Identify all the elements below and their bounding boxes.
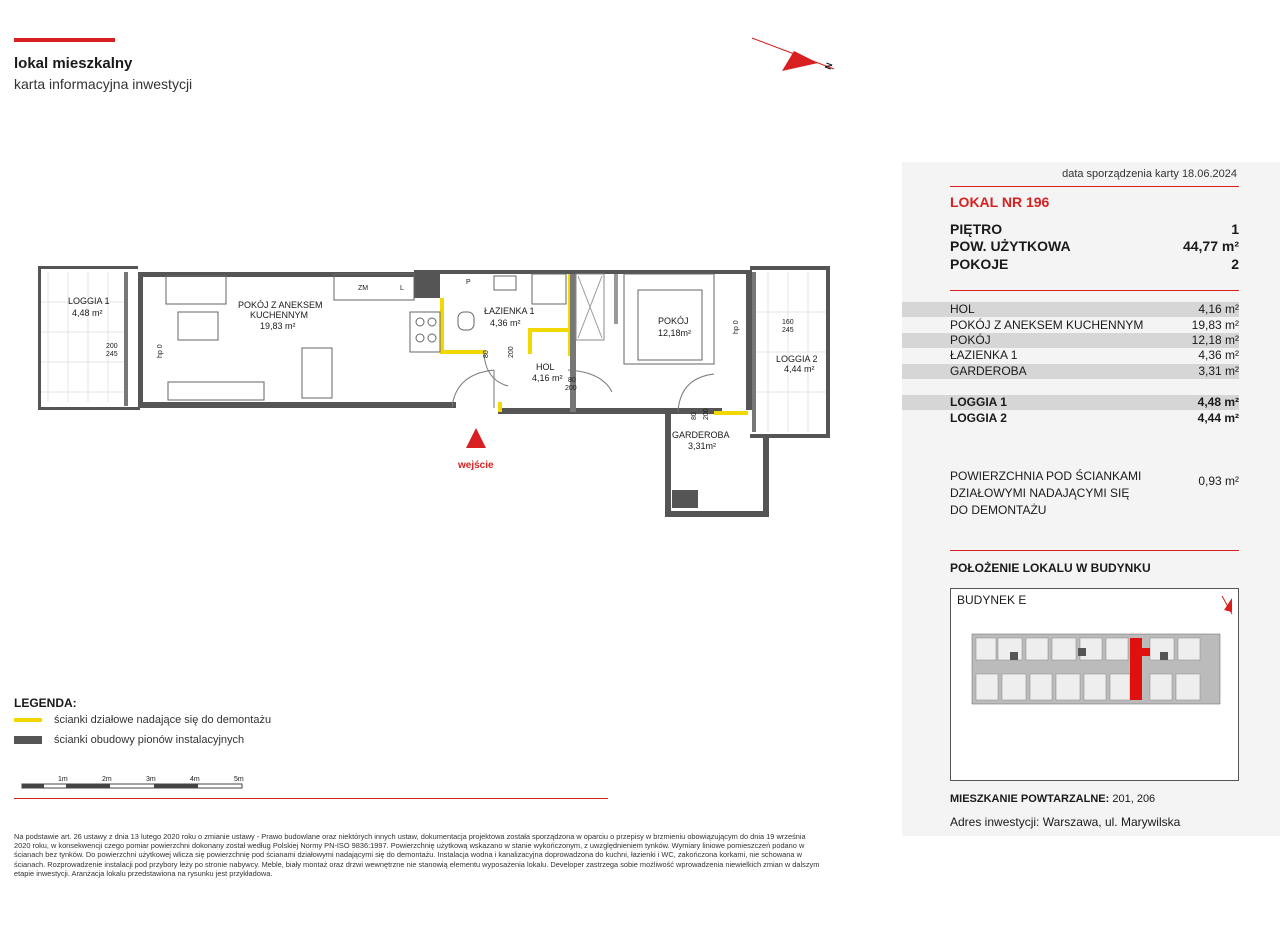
room-row-label: ŁAZIENKA 1 bbox=[950, 348, 1018, 362]
door-bath-height: 200 bbox=[508, 346, 515, 358]
door-hol-height: 200 bbox=[565, 385, 577, 392]
scale-tick: 5m bbox=[234, 776, 244, 783]
scale-tick: 3m bbox=[146, 776, 156, 783]
fixture-washer: L bbox=[400, 285, 404, 292]
scale-tick: 2m bbox=[102, 776, 112, 783]
walls-value: 0,93 m² bbox=[1198, 474, 1239, 488]
room-row-value: 4,36 m² bbox=[1198, 348, 1239, 362]
room-loggia2-area: 4,44 m² bbox=[784, 364, 815, 374]
legend-item-installation bbox=[14, 734, 244, 746]
repeat-label: MIESZKANIE POWTARZALNE: bbox=[950, 793, 1110, 805]
summary-row-rooms bbox=[950, 256, 1239, 272]
room-wardrobe-area: 3,31m² bbox=[688, 441, 717, 451]
legend-label: ścianki działowe nadające się do demontażu bbox=[54, 714, 272, 726]
room-loggia1-area: 4,48 m² bbox=[72, 308, 103, 318]
legend-label: ścianki obudowy pionów instalacyjnych bbox=[54, 734, 245, 746]
room-row-loggia1 bbox=[902, 395, 1239, 410]
room-row-label: LOGGIA 1 bbox=[950, 395, 1007, 409]
page-subtitle: karta informacyjna inwestycji bbox=[14, 76, 193, 92]
door-loggia1-hp: hp 0 bbox=[157, 344, 164, 358]
card-date: data sporządzenia karty 18.06.2024 bbox=[1062, 168, 1237, 180]
door-hol-width: 80 bbox=[568, 377, 576, 384]
lokal-title: LOKAL NR 196 bbox=[950, 194, 1050, 210]
walls-label bbox=[950, 468, 1150, 519]
summary-value: 2 bbox=[1231, 256, 1239, 272]
room-wardrobe-name: GARDEROBA bbox=[672, 430, 730, 440]
fixture-p: P bbox=[466, 279, 471, 286]
fixture-fridge: ZM bbox=[358, 285, 369, 292]
header-accent-bar bbox=[14, 38, 115, 42]
walls-label-line: POWIERZCHNIA POD ŚCIANKAMI bbox=[950, 469, 1142, 483]
compass-north-icon bbox=[748, 33, 840, 79]
location-title: POŁOŻENIE LOKALU W BUDYNKU bbox=[950, 561, 1151, 575]
address-value: Warszawa, ul. Marywilska bbox=[1042, 815, 1181, 829]
room-row-value: 4,48 m² bbox=[1197, 395, 1239, 409]
door-loggia2-width: 160 bbox=[782, 319, 794, 326]
scale-tick: 4m bbox=[190, 776, 200, 783]
room-row-label: LOGGIA 2 bbox=[950, 411, 1007, 425]
room-living-name-1: POKÓJ Z ANEKSEM bbox=[238, 300, 323, 310]
room-row-value: 12,18 m² bbox=[1191, 333, 1239, 347]
room-row-wardrobe bbox=[902, 364, 1239, 379]
door-bath-width: 80 bbox=[483, 350, 490, 358]
building-plan-image bbox=[960, 590, 1236, 720]
repeat-value: 201, 206 bbox=[1112, 793, 1156, 805]
room-row-label: POKÓJ Z ANEKSEM KUCHENNYM bbox=[950, 318, 1144, 332]
room-row-value: 19,83 m² bbox=[1191, 318, 1239, 332]
room-bath-area: 4,36 m² bbox=[490, 318, 521, 328]
summary-value: 44,77 m² bbox=[1182, 238, 1239, 254]
door-wardrobe-height: 200 bbox=[703, 408, 710, 420]
door-wardrobe-width: 80 bbox=[691, 412, 698, 420]
building-label: BUDYNEK E bbox=[957, 593, 1027, 607]
panel-divider bbox=[950, 186, 1239, 187]
scale-tick: 1m bbox=[58, 776, 68, 783]
summary-value: 1 bbox=[1231, 221, 1239, 237]
investment-address bbox=[950, 815, 1180, 829]
repeat-apartments bbox=[950, 793, 1155, 805]
room-living-name-2: KUCHENNYM bbox=[250, 310, 309, 320]
summary-label: POKOJE bbox=[950, 256, 1009, 272]
building-compass-icon bbox=[1224, 598, 1232, 612]
panel-divider bbox=[950, 550, 1239, 551]
room-row-label: POKÓJ bbox=[950, 333, 991, 347]
room-bath-name: ŁAZIENKA 1 bbox=[484, 306, 535, 316]
legend-item-demolition bbox=[14, 714, 271, 726]
room-row-value: 4,44 m² bbox=[1197, 411, 1239, 425]
room-row-value: 4,16 m² bbox=[1198, 302, 1239, 316]
room-row-hol bbox=[902, 302, 1239, 317]
legend-swatch-yellow bbox=[14, 718, 42, 722]
door-loggia1-height: 245 bbox=[106, 351, 118, 358]
page-title: lokal mieszkalny bbox=[14, 55, 133, 72]
footer-divider bbox=[14, 798, 608, 799]
room-living-area: 19,83 m² bbox=[260, 321, 296, 331]
room-row-loggia2 bbox=[902, 411, 1239, 426]
room-bedroom-name: POKÓJ bbox=[658, 316, 689, 326]
room-bedroom-area: 12,18m² bbox=[658, 328, 692, 338]
disclaimer-text: Na podstawie art. 26 ustawy z dnia 13 lutego 2020 roku o zmianie ustawy - Prawo budowlane oraz niektórych innych ustaw, dokumentacja projektowa została sporządzona w oparciu o przepisy w brzmieniu obowiązującym do dnia 19 września 2020 roku, w konsekwencji czego pomiar powierzchni dokonany został według Polskiej Normy PN-ISO 9836:1997. Powierzchnię użytkową wskazano w stanie wykończonym, z uwzględnieniem tynków. Wymiary liniowe pomieszczeń podano w ścianach bez tynków. Do powierzchni użytkowej wlicza się powierzchnię pod ścianami działowymi nadającymi się do demontażu. Instalacja wodna i kanalizacyjna doprowadzona do kuchni, łazienki i WC, zakończona korkami, nie schowana w ścianach. Rozprowadzenie instalacji pod przybory leży po stronie nabywcy. Meble, biały montaż oraz drzwi wewnętrzne nie stanowią elementu wyposażenia lokalu. Developer zastrzega sobie możliwość wprowadzenia niewielkich zmian w dalszym etapie inwestycji. Aranżacja lokalu przedstawiona na rysunku jest przykładowa. bbox=[14, 832, 820, 878]
door-loggia2-hp: hp 0 bbox=[733, 320, 740, 334]
room-loggia2-name: LOGGIA 2 bbox=[776, 354, 818, 364]
legend-title: LEGENDA: bbox=[14, 696, 77, 710]
entrance-arrow-icon bbox=[466, 428, 486, 448]
room-row-bathroom bbox=[902, 348, 1239, 363]
panel-divider bbox=[950, 290, 1239, 291]
door-loggia2-height: 245 bbox=[782, 327, 794, 334]
room-loggia1-name: LOGGIA 1 bbox=[68, 296, 110, 306]
room-hol-name: HOL bbox=[536, 362, 555, 372]
room-row-label: GARDEROBA bbox=[950, 364, 1027, 378]
summary-label: PIĘTRO bbox=[950, 221, 1003, 237]
floor-plan bbox=[38, 262, 838, 522]
walls-label-line: DO DEMONTAŻU bbox=[950, 503, 1047, 517]
summary-label: POW. UŻYTKOWA bbox=[950, 238, 1071, 254]
entrance-label: wejście bbox=[458, 460, 494, 471]
room-row-bedroom bbox=[902, 333, 1239, 348]
door-loggia1-width: 200 bbox=[106, 343, 118, 350]
scale-bar bbox=[20, 772, 250, 794]
room-row-value: 3,31 m² bbox=[1198, 364, 1239, 378]
room-hol-area: 4,16 m² bbox=[532, 373, 563, 383]
legend-swatch-gray bbox=[14, 736, 42, 744]
summary-row-floor bbox=[950, 221, 1239, 237]
room-row-label: HOL bbox=[950, 302, 975, 316]
walls-label-line: DZIAŁOWYMI NADAJĄCYMI SIĘ bbox=[950, 486, 1130, 500]
compass-label: N bbox=[822, 61, 835, 71]
room-row-living bbox=[902, 318, 1239, 333]
summary-row-area bbox=[950, 238, 1239, 254]
address-label: Adres inwestycji: bbox=[950, 815, 1040, 829]
